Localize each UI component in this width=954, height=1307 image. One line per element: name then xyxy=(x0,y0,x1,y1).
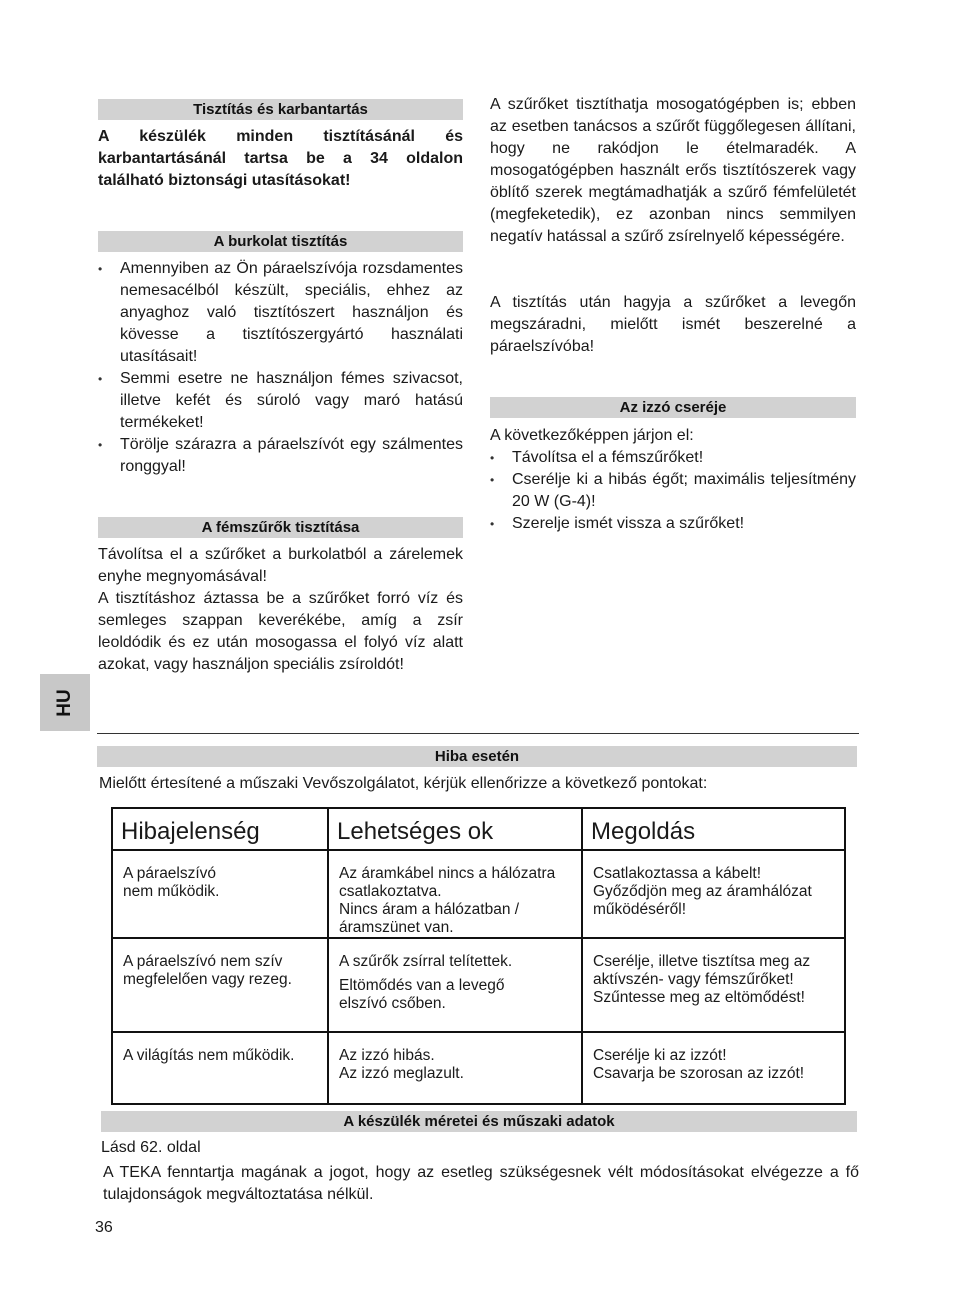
cause-cell xyxy=(328,938,582,1032)
cause-cell: Az áramkábel nincs a hálózatra csatlakoztatva. Nincs áram a hálózatban / áramszünet van. xyxy=(328,850,582,938)
cleaning-heading: Tisztítás és karbantartás xyxy=(98,99,463,120)
header-solution: Megoldás xyxy=(582,808,845,850)
housing-cleaning-list xyxy=(98,258,463,478)
list-item: • Semmi esetre ne használjon fémes szivacsot, illetve kefét és súroló vagy maró hatású termékeket! xyxy=(98,368,463,434)
solution-cell: Cserélje, illetve tisztítsa meg az aktívszén- vagy fémszűrőket! Szűntesse meg az eltömődést! xyxy=(582,938,845,1032)
bulb-steps-list xyxy=(490,447,856,535)
list-item: • Szerelje ismét vissza a szűrőket! xyxy=(490,513,856,535)
table-header-row xyxy=(112,808,845,850)
solution-cell: Csatlakoztassa a kábelt! Győződjön meg az áramhálózat működéséről! xyxy=(582,850,845,938)
dishwasher-text: A szűrőket tisztíthatja mosogatógépben is; ebben az esetben tanácsos a szűrőt függőlegesen állítani, hogy ne rakódjon le ételmaradék. A mosogatógépben használt erős tisztítószerek vagy öblítő szerek megtámadhatják a szűrő fémfelületét (megfeketedik), ez azonban nincs semmilyen negatív hatással a szűrő zsírelnyelő képességére. xyxy=(490,96,856,245)
solution-cell: Cserélje ki az izzót! Csavarja be szorosan az izzót! xyxy=(582,1032,845,1104)
header-cause: Lehetséges ok xyxy=(328,808,582,850)
bulb-replacement-heading: Az izzó cseréje xyxy=(490,397,856,418)
drying-text: A tisztítás után hagyja a szűrőket a levegőn megszáradni, mielőtt ismét beszerelné a páraelszívóba! xyxy=(490,294,856,355)
metal-filter-heading: A fémszűrők tisztítása xyxy=(98,517,463,538)
fault-intro: Mielőtt értesítené a műszaki Vevőszolgálatot, kérjük ellenőrizze a következő pontokat: xyxy=(99,775,708,792)
see-page-reference: Lásd 62. oldal xyxy=(101,1139,201,1156)
housing-cleaning-heading: A burkolat tisztítás xyxy=(98,231,463,252)
list-item: • Távolítsa el a fémszűrőket! xyxy=(490,447,856,469)
language-tab xyxy=(40,674,90,731)
cause-text: A szűrők zsírral telítettek. xyxy=(339,953,513,970)
cause-text: Eltömődés van a levegő elszívó csőben. xyxy=(339,977,505,1012)
safety-warning: A készülék minden tisztításánál és karbantartásánál tartsa be a 34 oldalon található biztonsági utasításokat! xyxy=(98,128,463,189)
filter-removal-text: Távolítsa el a szűrőket a burkolatból a zárelemek enyhe megnyomásával! xyxy=(98,546,463,585)
symptom-cell: A páraelszívó nem szív megfelelően vagy rezeg. xyxy=(112,938,328,1032)
disclaimer-text: A TEKA fenntartja magának a jogot, hogy az esetleg szükségesnek vélt módosításokat elvégezze a fő tulajdonságok megváltoztatása nélkül. xyxy=(103,1164,859,1203)
list-item: • Törölje szárazra a páraelszívót egy szálmentes ronggyal! xyxy=(98,434,463,478)
symptom-cell: A világítás nem működik. xyxy=(112,1032,328,1104)
filter-soaking-text: A tisztításhoz áztassa be a szűrőket forró víz és semleges szappan keverékébe, amíg a zsír leoldódik és ez után mosogassa el folyó víz alatt azokat, vagy használjon speciális zsíroldót! xyxy=(98,590,463,673)
symptom-cell: A páraelszívó nem működik. xyxy=(112,850,328,938)
section-divider xyxy=(97,733,859,734)
list-item: • Cserélje ki a hibás égőt; maximális teljesítmény 20 W (G-4)! xyxy=(490,469,856,513)
table-row xyxy=(112,1032,845,1104)
list-item: • Amennyiben az Ön páraelszívója rozsdamentes nemesacélból készült, speciális, ehhez az anyaghoz való tisztítószert használjon és kövesse a tisztítószergyártó használati utasításait! xyxy=(98,258,463,368)
header-symptom: Hibajelenség xyxy=(112,808,328,850)
cause-cell: Az izzó hibás. Az izzó meglazult. xyxy=(328,1032,582,1104)
troubleshooting-table xyxy=(111,807,846,1105)
fault-heading: Hiba esetén xyxy=(97,746,857,767)
bulb-intro: A következőképpen járjon el: xyxy=(490,427,694,444)
page-number: 36 xyxy=(95,1219,113,1236)
specs-heading: A készülék méretei és műszaki adatok xyxy=(101,1111,857,1132)
table-row xyxy=(112,938,845,1032)
language-code: HU xyxy=(54,688,75,717)
table-row xyxy=(112,850,845,938)
